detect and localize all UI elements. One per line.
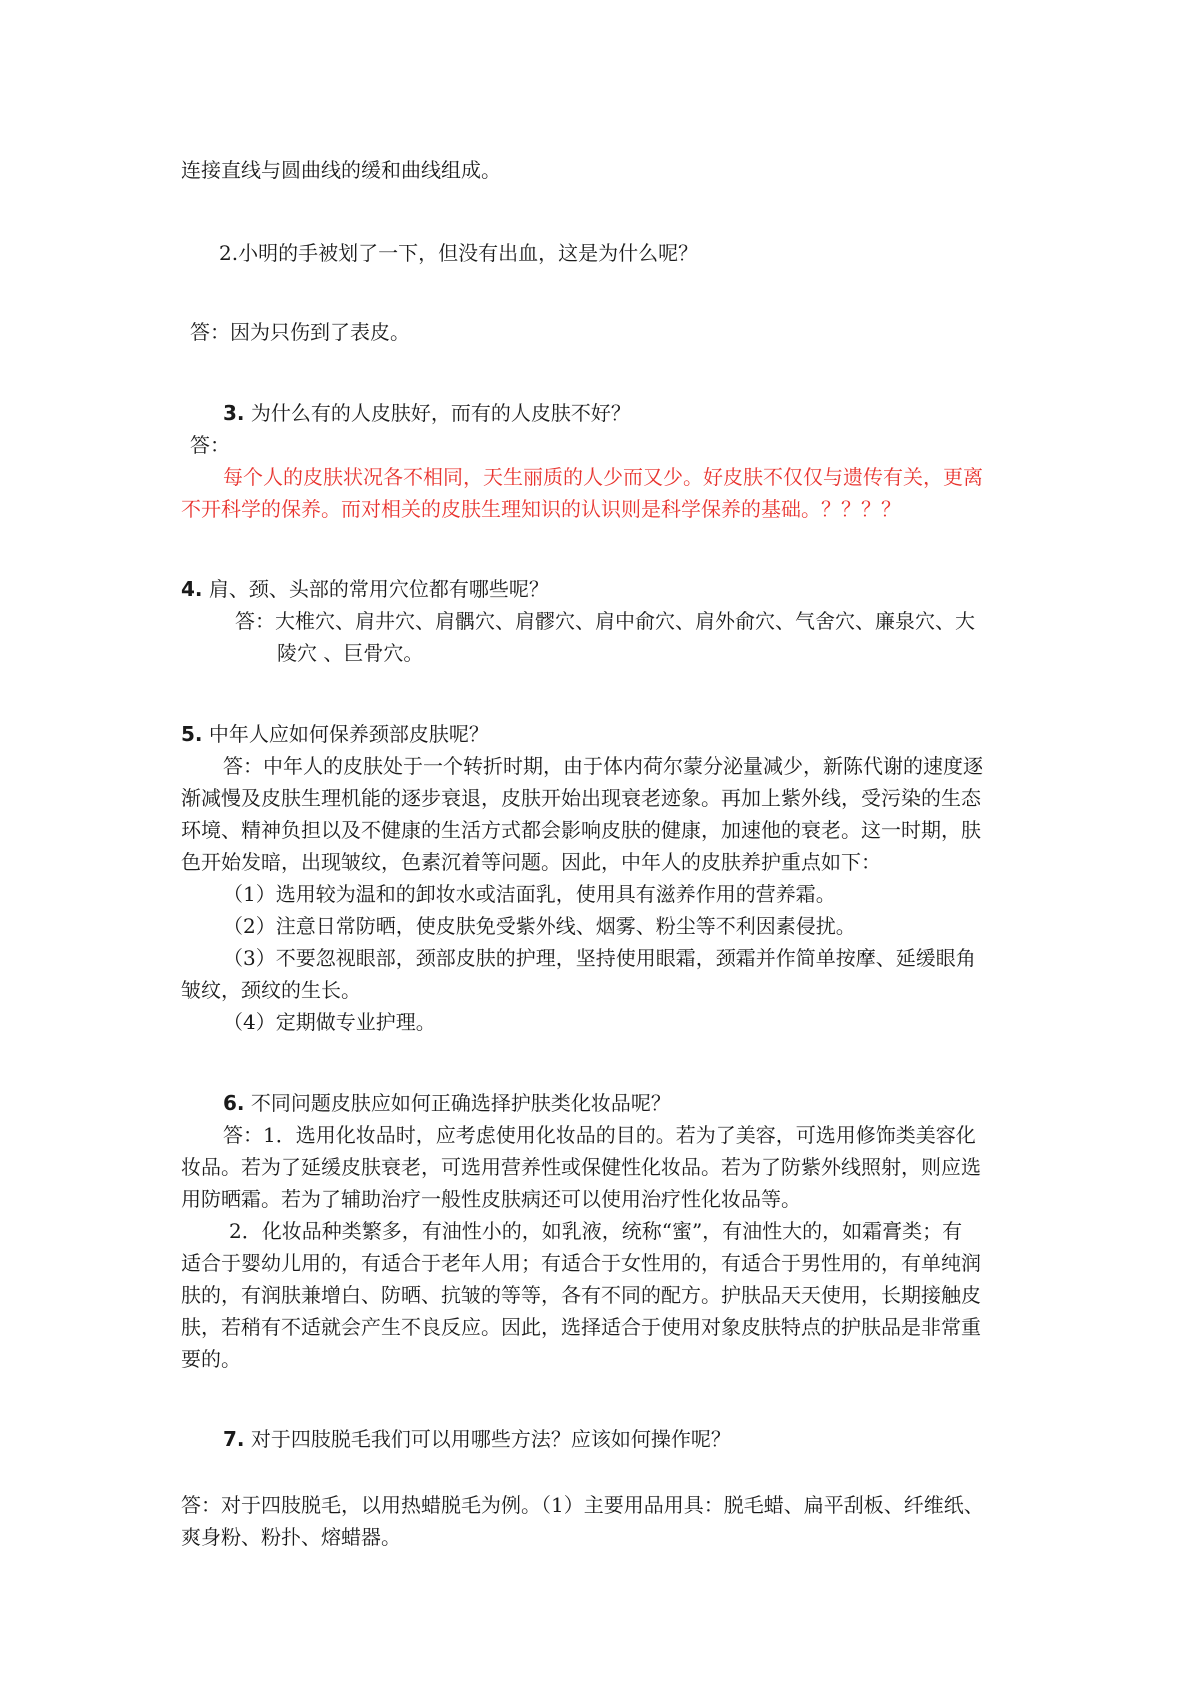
text-line: 爽身粉、粉扑、熔蜡器。 <box>181 1525 401 1549</box>
text-line: 色开始发暗，出现皱纹，色素沉着等问题。因此，中年人的皮肤养护重点如下： <box>181 850 881 874</box>
text-line: 连接直线与圆曲线的缓和曲线组成。 <box>181 158 501 182</box>
text-line: 肤，若稍有不适就会产生不良反应。因此，选择适合于使用对象皮肤特点的护肤品是非常重 <box>181 1315 981 1339</box>
text-line: 妆品。若为了延缓皮肤衰老，可选用营养性或保健性化妆品。若为了防紫外线照射，则应选 <box>181 1155 981 1179</box>
list-item: （3）不要忽视眼部，颈部皮肤的护理，坚持使用眼霜，颈霜并作简单按摩、延缓眼角 <box>223 946 976 970</box>
question-5: 5. 中年人应如何保养颈部皮肤呢？ <box>181 722 489 746</box>
answer-6: 答：1．选用化妆品时，应考虑使用化妆品的目的。若为了美容，可选用修饰类美容化 <box>223 1123 976 1147</box>
answer-4-cont: 陵穴 、巨骨穴。 <box>277 641 424 665</box>
highlighted-text-line: 每个人的皮肤状况各不相同，天生丽质的人少而又少。好皮肤不仅仅与遗传有关，更离 <box>223 465 983 489</box>
list-item: （4）定期做专业护理。 <box>223 1010 436 1034</box>
text-line: 渐减慢及皮肤生理机能的逐步衰退，皮肤开始出现衰老迹象。再加上紫外线，受污染的生态 <box>181 786 981 810</box>
text-line: 适合于婴幼儿用的，有适合于老年人用；有适合于女性用的，有适合于男性用的，有单纯润 <box>181 1251 981 1275</box>
text-line: 肤的，有润肤兼增白、防晒、抗皱的等等，各有不同的配方。护肤品天天使用，长期接触皮 <box>181 1283 981 1307</box>
answer-label: 答： <box>190 433 230 457</box>
text-line: 用防晒霜。若为了辅助治疗一般性皮肤病还可以使用治疗性化妆品等。 <box>181 1187 801 1211</box>
text-line: 皱纹，颈纹的生长。 <box>181 978 361 1002</box>
text-line: 环境、精神负担以及不健康的生活方式都会影响皮肤的健康，加速他的衰老。这一时期，肤 <box>181 818 981 842</box>
question-number: 4. <box>181 577 203 601</box>
question-7: 7. 对于四肢脱毛我们可以用哪些方法？应该如何操作呢？ <box>223 1427 731 1451</box>
answer-2: 答：因为只伤到了表皮。 <box>190 320 410 344</box>
text-line: 要的。 <box>181 1347 241 1371</box>
answer-4: 答：大椎穴、肩井穴、肩髃穴、肩髎穴、肩中俞穴、肩外俞穴、气舍穴、廉泉穴、大 <box>235 609 975 633</box>
highlighted-text-line: 不开科学的保养。而对相关的皮肤生理知识的认识则是科学保养的基础。？？？？ <box>181 497 901 521</box>
question-4: 4. 肩、颈、头部的常用穴位都有哪些呢？ <box>181 577 549 601</box>
question-number: 5. <box>181 722 203 746</box>
list-item: 2．化妆品种类繁多，有油性小的，如乳液，统称“蜜”，有油性大的，如霜膏类；有 <box>229 1219 963 1243</box>
question-6: 6. 不同问题皮肤应如何正确选择护肤类化妆品呢？ <box>223 1091 671 1115</box>
question-number: 6. <box>223 1091 245 1115</box>
question-number: 3. <box>223 401 245 425</box>
question-2: 2.小明的手被划了一下，但没有出血，这是为什么呢？ <box>219 241 699 265</box>
question-number: 7. <box>223 1427 245 1451</box>
list-item: （2）注意日常防晒，使皮肤免受紫外线、烟雾、粉尘等不利因素侵扰。 <box>223 914 856 938</box>
answer-7: 答：对于四肢脱毛，以用热蜡脱毛为例。（1）主要用品用具：脱毛蜡、扁平刮板、纤维纸、 <box>181 1493 984 1517</box>
list-item: （1）选用较为温和的卸妆水或洁面乳，使用具有滋养作用的营养霜。 <box>223 882 836 906</box>
question-3: 3. 为什么有的人皮肤好，而有的人皮肤不好？ <box>223 401 631 425</box>
answer-5: 答：中年人的皮肤处于一个转折时期，由于体内荷尔蒙分泌量减少，新陈代谢的速度逐 <box>223 754 983 778</box>
